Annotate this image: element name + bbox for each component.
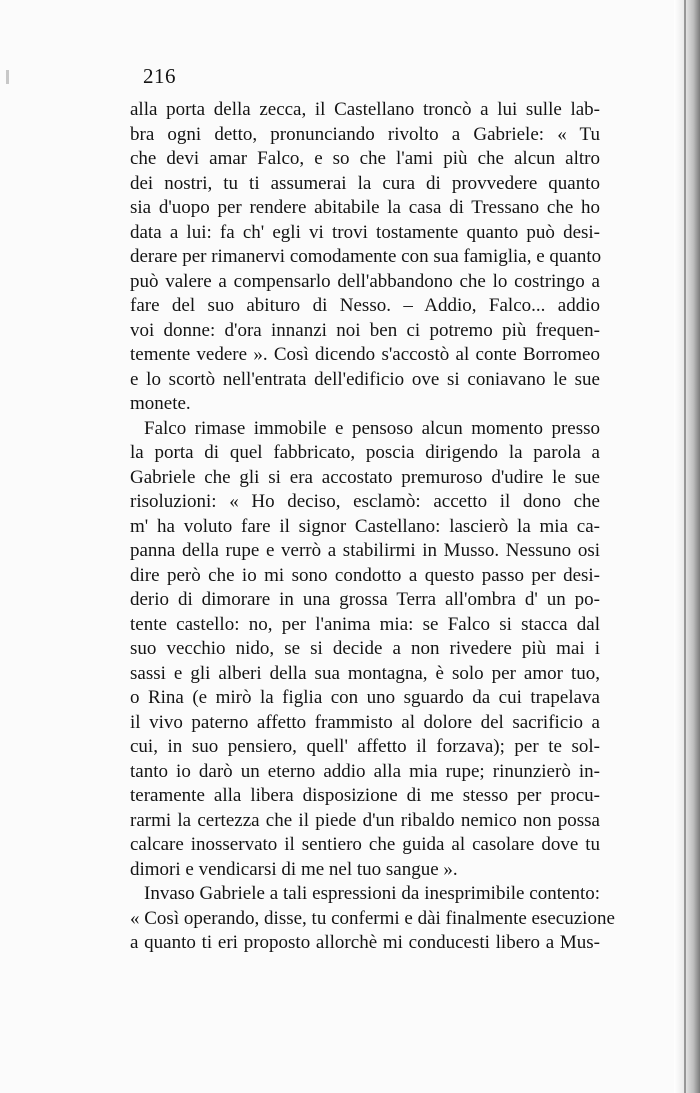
text-line: bra ogni detto, pronunciando rivolto a Gabriele: « Tu [130,123,600,145]
text-line: suo vecchio nido, se si decide a non rivedere più mai i [130,638,600,659]
text-line: tanto io darò un eterno addio alla mia rupe; rinunzierò in- [130,760,600,782]
text-line: o Rina (e mirò la figlia con uno sguardo da cui trapelava [130,687,600,708]
body-text [130,98,615,956]
text-line: m' ha voluto fare il signor Castellano: lascierò la mia ca- [130,515,600,537]
page-edge-left [6,70,9,84]
text-line: rarmi la certezza che il piede d'un ribaldo nemico non possa [130,809,600,831]
text-line: voi donne: d'ora innanzi noi ben ci potremo più frequen- [130,319,600,341]
text-line: dei nostri, tu ti assumerai la cura di provvedere quanto [130,172,600,194]
text-line: tente castello: no, per l'anima mia: se Falco si stacca dal [130,613,600,635]
text-line: risoluzioni: « Ho deciso, esclamò: accetto il dono che [130,491,600,512]
text-line: panna della rupe e verrò a stabilirmi in Musso. Nessuno osi [130,540,600,561]
text-line: può valere a compensarlo dell'abbandono che lo costringo a [130,270,600,292]
text-line: monete. [130,393,191,414]
page-number: 216 [143,64,176,88]
text-line: Invaso Gabriele a tali espressioni da inesprimibile contento: [144,883,600,904]
text-line: e lo scortò nell'entrata dell'edificio ove si coniavano le sue [130,368,600,390]
text-line: a quanto ti eri proposto allorchè mi conducesti libero a Mus- [130,932,600,953]
text-line: Falco rimase immobile e pensoso alcun momento presso [144,417,600,439]
text-line: che devi amar Falco, e so che l'ami più che alcun altro [130,148,600,169]
text-line: dire però che io mi sono condotto a questo passo per desi- [130,564,600,586]
page-binding-line [684,0,686,1093]
text-line: derare per rimanervi comodamente con sua famiglia, e quanto [130,246,602,267]
text-line: sia d'uopo per rendere abitabile la casa di Tressano che ho [130,197,600,218]
text-line: « Così operando, disse, tu confermi e dài finalmente esecuzione [130,907,615,929]
text-line: Gabriele che gli si era accostato premuroso d'udire le sue [130,466,600,488]
page-edge-shadow [674,0,700,1093]
text-line: dimori e vendicarsi di me nel tuo sangue ». [130,858,458,880]
text-line: data a lui: fa ch' egli vi trovi tostamente quanto può desi- [130,221,600,243]
text-line: teramente alla libera disposizione di me stesso per procu- [130,785,600,806]
text-line: calcare inosservato il sentiero che guida al casolare dove tu [130,834,600,855]
text-line: alla porta della zecca, il Castellano troncò a lui sulle lab- [130,99,600,120]
text-line: la porta di quel fabbricato, poscia dirigendo la parola a [130,442,600,463]
text-line: cui, in suo pensiero, quell' affetto il forzava); per te sol- [130,736,600,757]
text-line: temente vedere ». Così dicendo s'accostò al conte Borromeo [130,344,600,365]
text-line: derio di dimorare in una grossa Terra all'ombra d' un po- [130,589,600,610]
text-line: il vivo paterno affetto frammisto al dolore del sacrificio a [130,711,600,733]
text-line: fare del suo abituro di Nesso. – Addio, Falco... addio [130,295,600,316]
text-line: sassi e gli alberi della sua montagna, è solo per amor tuo, [130,662,600,684]
